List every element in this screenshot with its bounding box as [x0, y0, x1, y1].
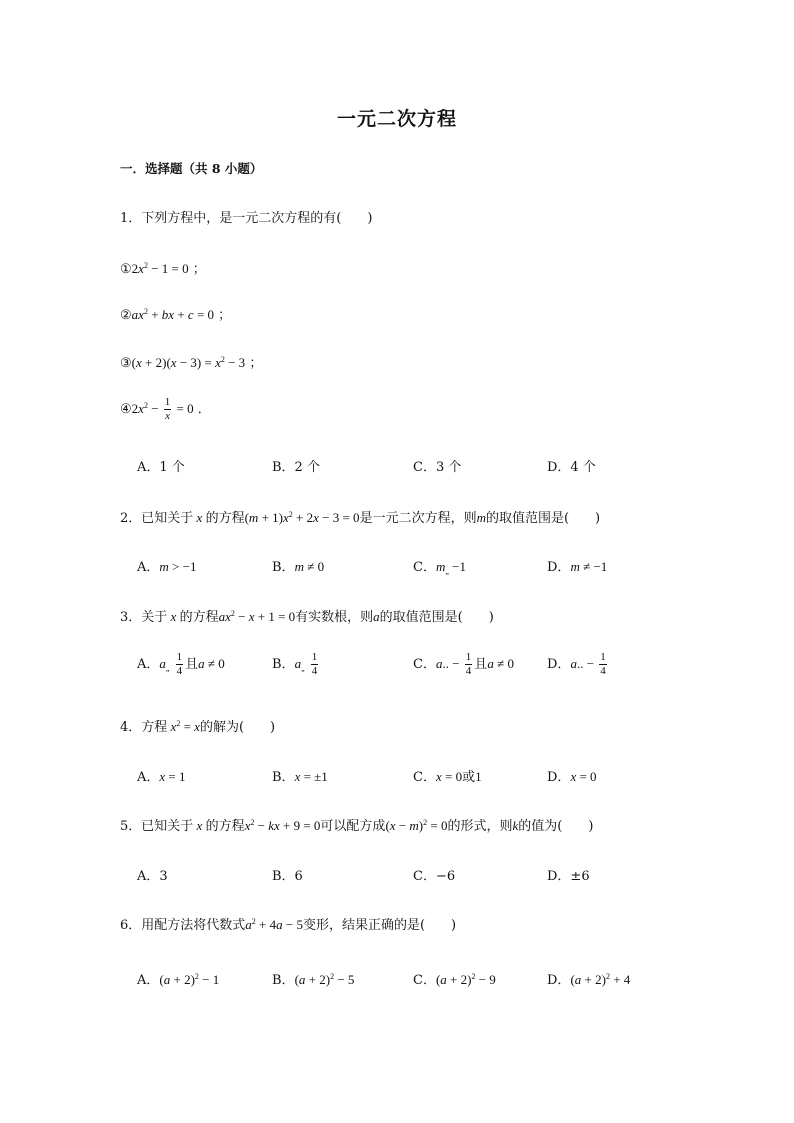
- q4-option-c: C．x = 0或1: [413, 769, 482, 785]
- section-heading: 一．选择题（共 8 小题）: [120, 161, 263, 176]
- question-4-stem: 4．方程 $x^2 = x$的解为( ): [120, 719, 276, 735]
- q2-option-d: D．m ≠ −1: [547, 559, 608, 575]
- q5-option-c: C．−6: [413, 869, 456, 884]
- q2-option-b: B．m ≠ 0: [272, 559, 325, 575]
- q4-option-a: A．x = 1: [137, 769, 186, 785]
- q1-item-2: $②ax^2$ + bx + c = 0 ；: [120, 307, 232, 323]
- q4-option-d: D．x = 0: [547, 769, 597, 785]
- question-6-stem: 6．用配方法将代数式$a^2 + 4a - 5$变形，结果正确的是( ): [120, 917, 457, 933]
- q3-option-d: D．a.. − $\frac{1}{4}$: [547, 651, 606, 677]
- q1-option-a: A．1 个: [137, 460, 185, 475]
- q1-option-d: D．4 个: [547, 460, 596, 475]
- question-1-stem: 1．下列方程中，是一元二次方程的有( ): [120, 211, 373, 226]
- question-3-stem: 3．关于 x 的方程$ax^2 - x + 1 = 0$有实数根，则a的取值范围是( ): [120, 609, 494, 625]
- q1-item-4: $④2x^2$ − $\frac{1}{x}$ = 0 ．: [120, 396, 211, 422]
- q1-option-c: C．3 个: [413, 460, 462, 475]
- q2-option-c: C．$m_„ -1$: [413, 559, 466, 576]
- q6-option-b: B．$(a + 2)^2 - 5$: [272, 972, 355, 988]
- q4-option-b: B．x = ±1: [272, 769, 328, 785]
- q3-option-a: A．$a_„$ $\frac{1}{4}$ 且a ≠ 0: [137, 651, 225, 677]
- q3-option-b: B．$a_„$ $\frac{1}{4}$: [272, 651, 318, 677]
- q6-option-a: A．$(a + 2)^2 - 1$: [137, 972, 220, 988]
- q3-option-c: C．a.. − $\frac{1}{4}$ 且a ≠ 0: [413, 651, 514, 677]
- question-5-stem: 5．已知关于 x 的方程$x^2$ − kx + 9 = 0可以配方成$(x - m)^2 = 0$的形式，则k的值为( ): [120, 818, 594, 834]
- q1-option-b: B．2 个: [272, 460, 320, 475]
- q5-option-b: B．6: [272, 869, 303, 884]
- page-title: 一元二次方程: [336, 108, 457, 130]
- q5-option-d: D．±6: [547, 869, 590, 884]
- q2-option-a: A．m > −1: [137, 559, 197, 575]
- q6-option-d: D．$(a + 2)^2 + 4$: [547, 972, 631, 988]
- q1-item-1: $①2x^2 - 1 = 0$ ；: [120, 261, 206, 277]
- q6-option-c: C．$(a + 2)^2 - 9$: [413, 972, 496, 988]
- q1-item-3: ③(x + $2)(x - 3) = x^2 - 3$ ；: [120, 355, 263, 371]
- q5-option-a: A．3: [137, 869, 168, 884]
- question-2-stem: 2．已知关于 x 的方程$(m + 1)x^2 + 2x - 3 = 0$是一元二次方程，则m的取值范围是( ): [120, 510, 601, 526]
